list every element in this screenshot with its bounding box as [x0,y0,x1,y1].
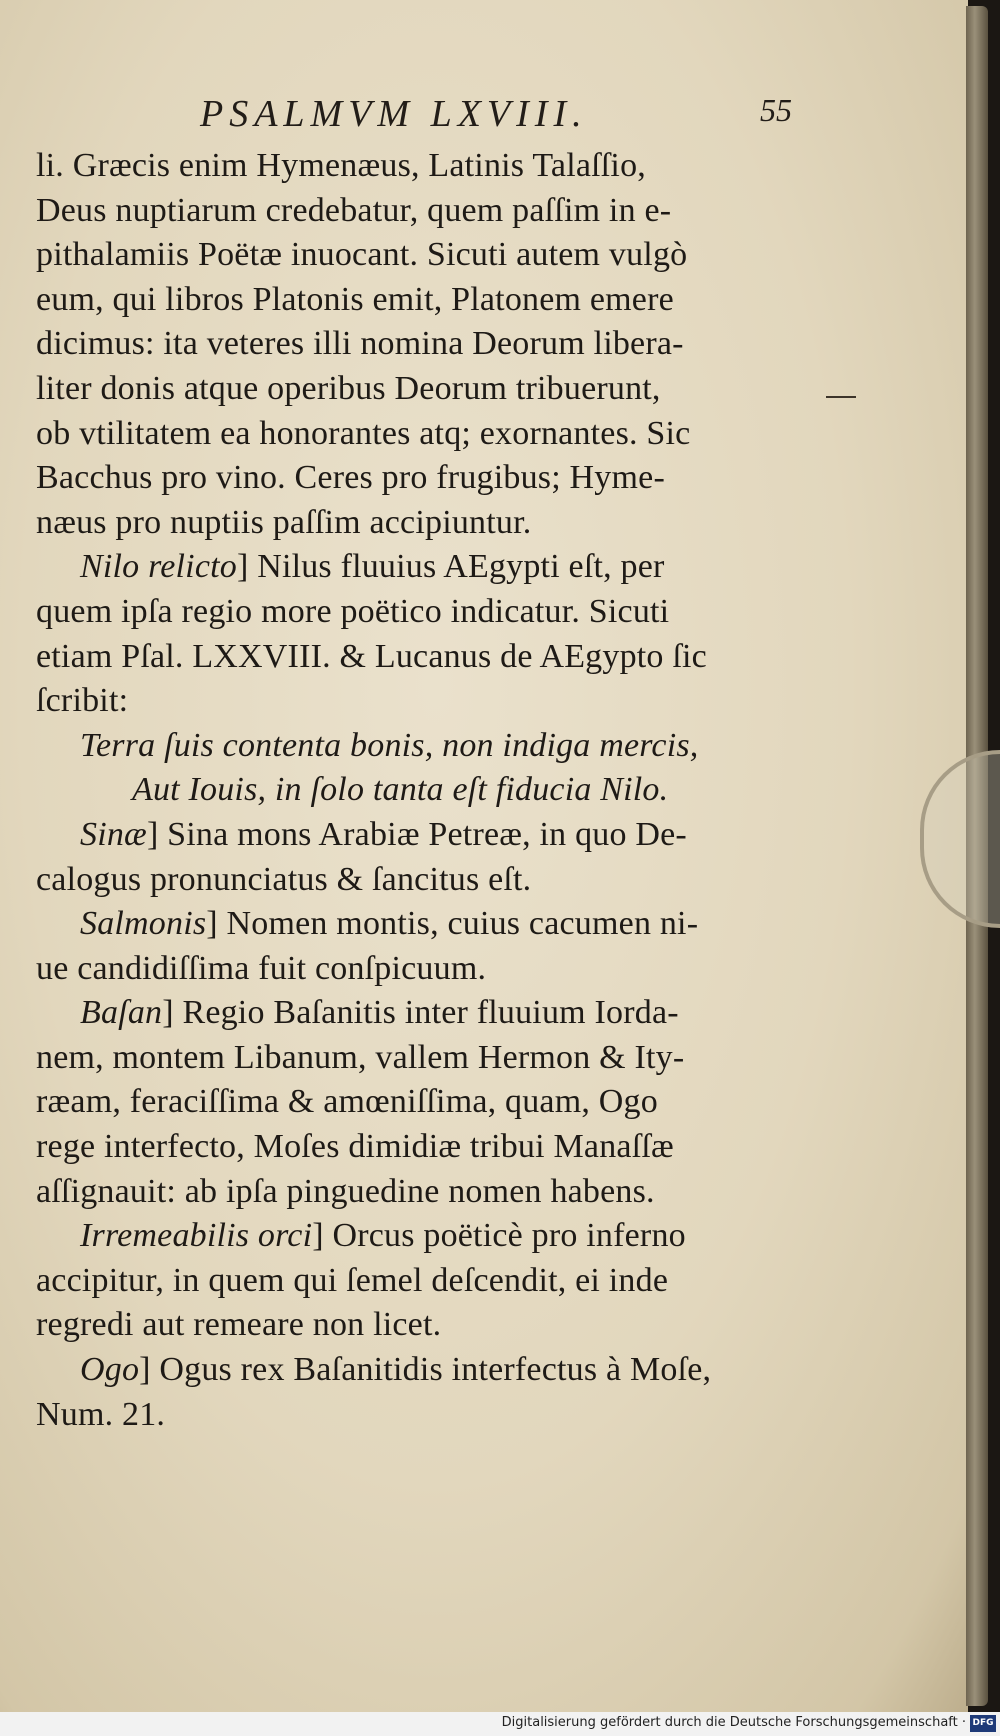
line-text: næus pro nuptiis paſſim accipiuntur. [36,503,532,541]
verse-line [36,724,846,769]
text-line [36,813,846,858]
line-text: ] Orcus poëticè pro inferno [312,1217,686,1255]
line-text: aſſignauit: ab ipſa pinguedine nomen habens. [36,1172,655,1210]
text-line [36,1303,846,1348]
line-text: ſcribit: [36,682,129,720]
text-body [36,144,846,1437]
line-text: nem, montem Libanum, vallem Hermon & Ity- [36,1038,685,1076]
line-text: ob vtilitatem ea honorantes atq; exornantes. Sic [36,414,691,452]
line-text: ] Ogus rex Baſanitidis interfectus à Moſe, [139,1351,712,1389]
text-line [36,1080,846,1125]
line-text: ue candidiſſima fuit conſpicuum. [36,949,487,987]
line-text: Bacchus pro vino. Ceres pro frugibus; Hyme- [36,459,665,497]
line-text: ræam, feraciſſima & amœniſſima, quam, Ogo [36,1083,658,1121]
line-text: Terra ſuis contenta bonis, non indiga mercis, [80,726,699,764]
text-line [36,858,846,903]
text-line [36,991,846,1036]
line-text: Aut Iouis, in ſolo tanta eſt fiducia Nilo. [132,771,669,809]
text-line [36,1170,846,1215]
dfg-logo: DFG [970,1715,996,1732]
running-title: PSALMVM LXVIII. [200,93,588,135]
text-line [36,590,846,635]
line-text: Num. 21. [36,1395,166,1433]
text-line [36,1214,846,1259]
lemma: Nilo relicto [80,548,237,586]
text-line [36,1259,846,1304]
text-line [36,501,846,546]
text-line [36,278,846,323]
text-line [36,412,846,457]
line-text: ] Regio Baſanitis inter fluuium Iorda- [162,994,679,1032]
line-text: liter donis atque operibus Deorum tribuerunt, [36,369,661,407]
lemma: Ogo [80,1351,140,1389]
text-line [36,367,846,412]
folio-number: 55 [760,92,792,128]
text-line [36,1393,846,1438]
lemma: Irremeabilis orci [80,1217,313,1255]
text-line [36,1036,846,1081]
line-text: accipitur, in quem qui ſemel deſcendit, ei inde [36,1261,669,1299]
text-line [36,947,846,992]
line-text: ] Nilus fluuius AEgypti eſt, per [236,548,665,586]
line-text: ] Nomen montis, cuius cacumen ni- [206,905,699,943]
line-text: rege interfecto, Moſes dimidiæ tribui Manaſſæ [36,1128,674,1166]
text-line [36,902,846,947]
text-line [36,189,846,234]
line-text: dicimus: ita veteres illi nomina Deorum libera- [36,325,684,363]
footer-bar [0,1712,1000,1736]
footer-credit: Digitalisierung gefördert durch die Deutsche Forschungsgemeinschaft · [501,1715,966,1730]
lemma: Baſan [80,994,163,1032]
line-text: etiam Pſal. LXXVIII. & Lucanus de AEgypto ſic [36,637,707,675]
text-line [36,322,846,367]
lemma: Sinæ [80,815,147,853]
line-text: ] Sina mons Arabiæ Petreæ, in quo De- [146,815,687,853]
line-text: li. Græcis enim Hymenæus, Latinis Talaſſio, [36,147,646,184]
line-text: pithalamiis Poëtæ inuocant. Sicuti autem vulgò [36,236,688,274]
verse-line [36,768,846,813]
lemma: Salmonis [80,905,207,943]
line-text: regredi aut remeare non licet. [36,1306,442,1344]
line-text: Deus nuptiarum credebatur, quem paſſim in e- [36,191,672,229]
text-line [36,456,846,501]
text-line [36,233,846,278]
text-line [36,545,846,590]
text-line [36,1348,846,1393]
line-text: quem ipſa regio more poëtico indicatur. Sicuti [36,592,670,630]
text-line [36,144,846,189]
line-text: eum, qui libros Platonis emit, Platonem emere [36,280,674,318]
text-line [36,635,846,680]
text-line [36,679,846,724]
line-text: calogus pronunciatus & ſancitus eſt. [36,860,532,898]
text-line [36,1125,846,1170]
